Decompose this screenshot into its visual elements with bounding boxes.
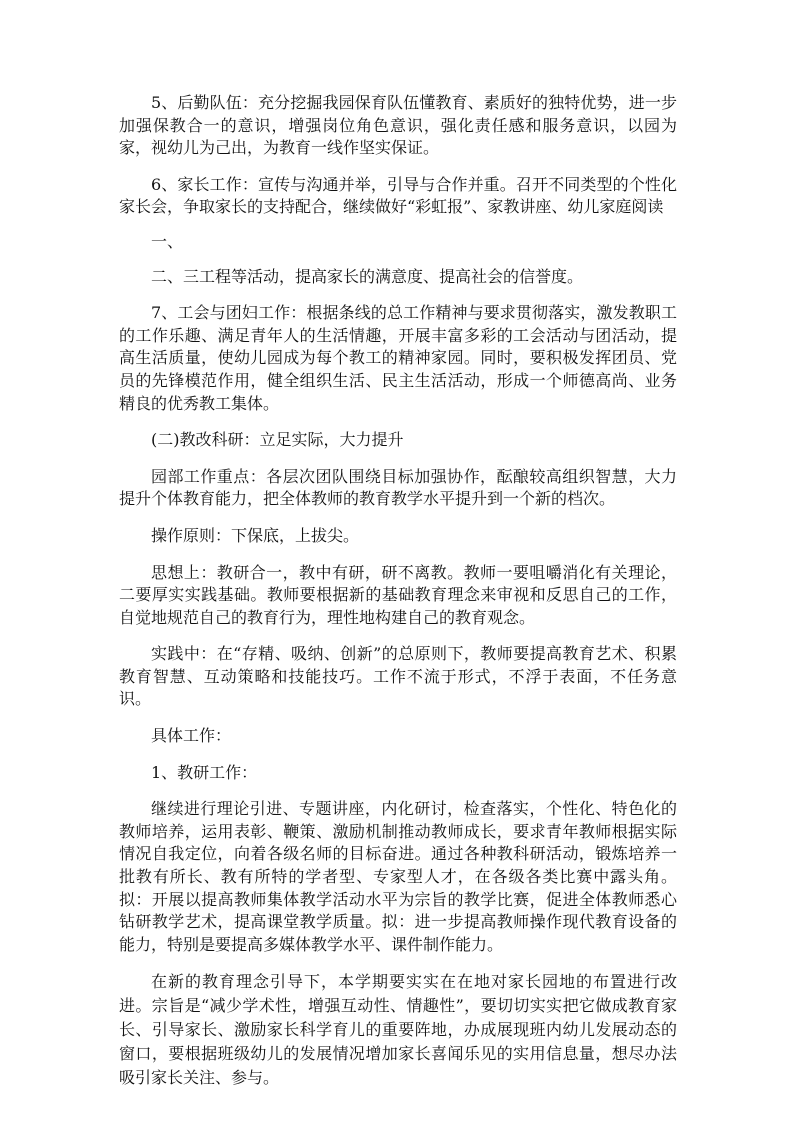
paragraph-list-two-three: 二、三工程等活动，提高家长的满意度、提高社会的信誉度。 xyxy=(151,266,584,286)
paragraph-practice: 实践中：在“存精、吸纳、创新”的总原则下，教师要提高教育艺术、积累教育智慧、互动策略和技能技巧。工作不流于形式，不浮于表面，不任务意识。 xyxy=(119,644,677,709)
paragraph-operating-principle: 操作原则：下保底，上拔尖。 xyxy=(151,525,360,545)
paragraph-union-work: 7、工会与团妇工作：根据条线的总工作精神与要求贯彻落实，激发教职工的工作乐趣、满足青年人的生活情趣，开展丰富多彩的工会活动与团活动，提高生活质量，使幼儿园成为每个教工的精神家园。同时，要积极发挥团员、党员的先锋模范作用，健全组织生活、民主生活活动，形成一个师德高尚、业务精良的优秀教工集体。 xyxy=(119,303,677,413)
paragraph-research-work-heading: 1、教研工作： xyxy=(151,762,258,782)
paragraph-parent-work: 6、家长工作：宣传与沟通并举，引导与合作并重。召开不同类型的个性化家长会，争取家长的支持配合，继续做好“彩虹报”、家教讲座、幼儿家庭阅读 xyxy=(119,174,677,217)
paragraph-list-one: 一、 xyxy=(151,231,184,251)
paragraph-research-work-body: 继续进行理论引进、专题讲座，内化研讨，检查落实，个性化、特色化的教师培养，运用表彰、鞭策、激励机制推动教师成长，要求青年教师根据实际情况自我定位，向着各级名师的目标奋进。通过各种教科研活动，锻炼培养一批教有所长、教有所特的学者型、专家型人才，在各级各类比赛中露头角。拟：开展以提高教师集体教学活动水平为宗旨的教学比赛，促进全体教师悉心钻研教学艺术，提高课堂教学质量。拟：进一步提高教师操作现代教育设备的能力，特别是要提高多媒体教学水平、课件制作能力。 xyxy=(119,799,677,954)
paragraph-work-focus: 园部工作重点：各层次团队围绕目标加强协作，酝酿较高组织智慧，大力提升个体教育能力，把全体教师的教育教学水平提升到一个新的档次。 xyxy=(119,466,677,509)
paragraph-thinking: 思想上：教研合一，教中有研，研不离教。教师一要咀嚼消化有关理论，二要厚实实践基础。教师要根据新的基础教育理念来审视和反思自己的工作，自觉地规范自己的教育行为，理性地构建自己的教育观念。 xyxy=(119,562,677,627)
paragraph-specific-work: 具体工作： xyxy=(151,726,232,746)
section-heading-research: (二)教改科研：立足实际，大力提升 xyxy=(151,430,404,450)
paragraph-parent-board: 在新的教育理念引导下，本学期要实实在在地对家长园地的布置进行改进。宗旨是“减少学术性，增强互动性、情趣性”，要切切实实把它做成教育家长、引导家长、激励家长科学育儿的重要阵地，办成展现班内幼儿发展动态的窗口，要根据班级幼儿的发展情况增加家长喜闻乐见的实用信息量，想尽办法吸引家长关注、参与。 xyxy=(119,972,677,1088)
document-body xyxy=(119,92,677,1103)
paragraph-logistics-team: 5、后勤队伍：充分挖掘我园保育队伍懂教育、素质好的独特优势，进一步加强保教合一的意识，增强岗位角色意识，强化责任感和服务意识，以园为家，视幼儿为己出，为教育一线作坚实保证。 xyxy=(119,93,677,158)
